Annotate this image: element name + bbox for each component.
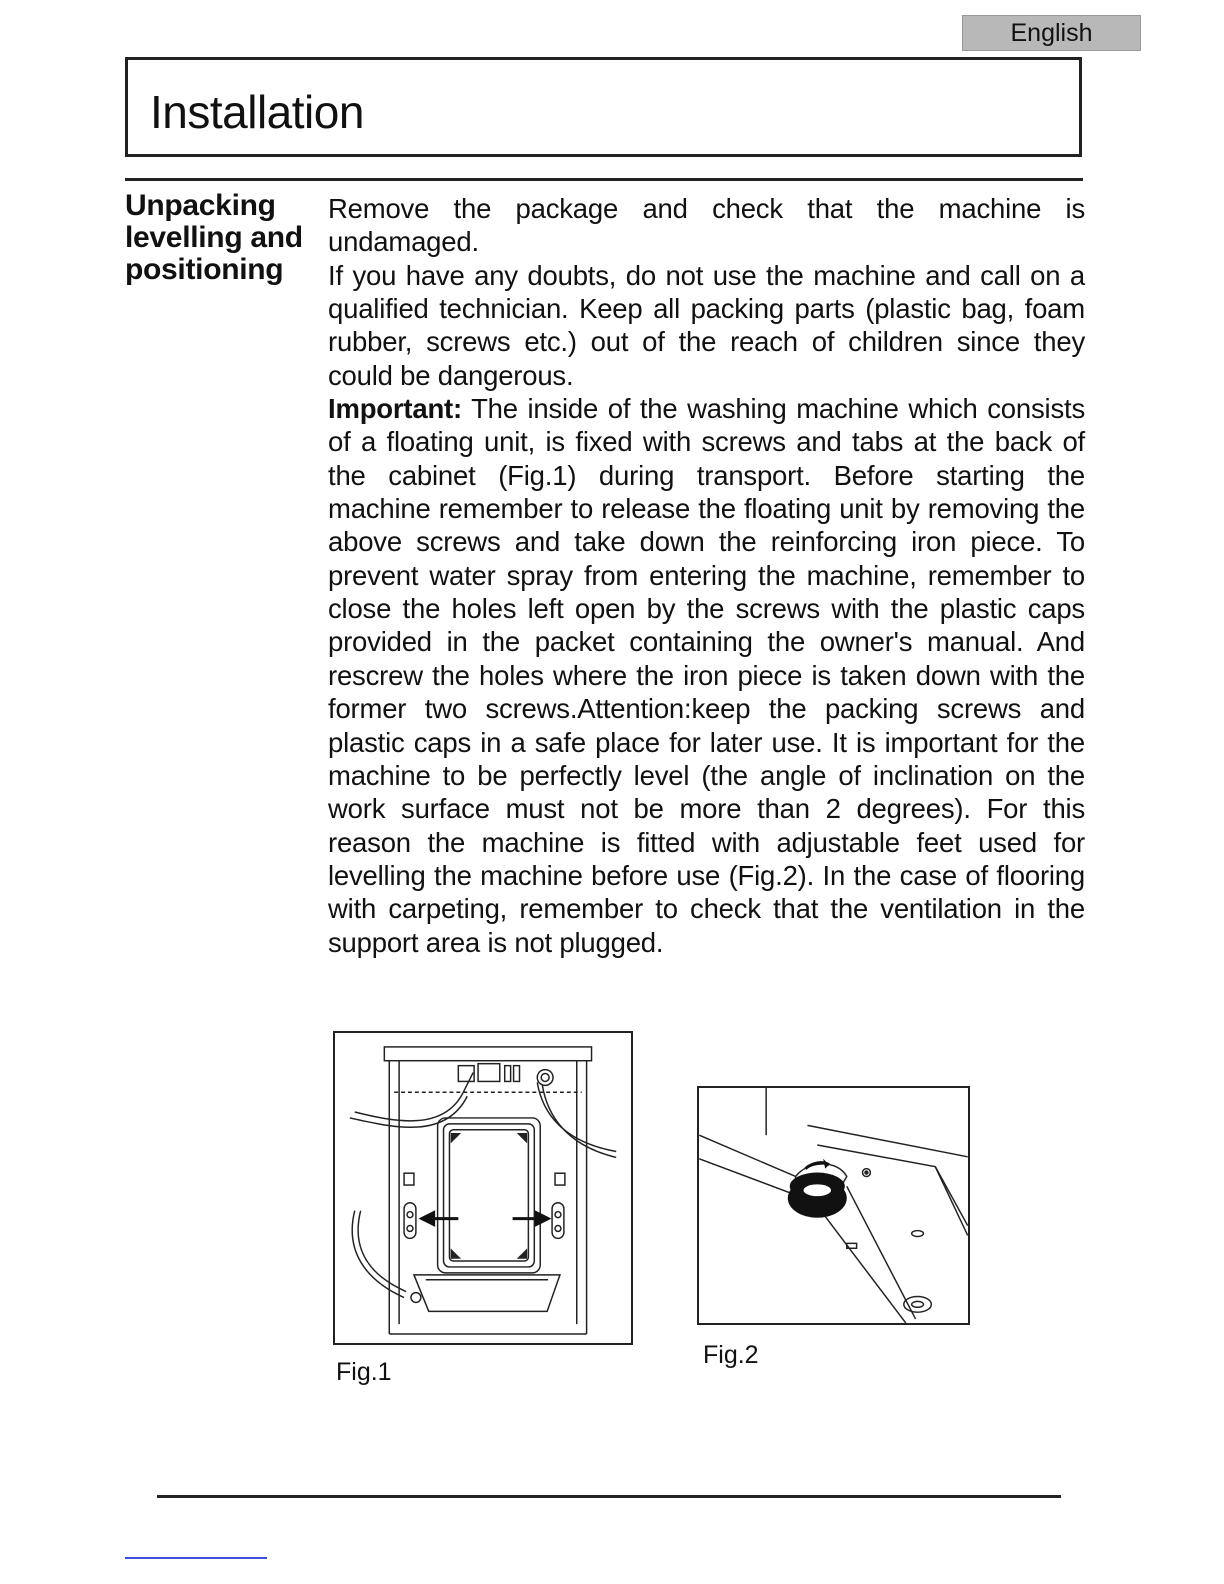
paragraph-important xyxy=(328,392,1085,959)
section-heading-line-2: levelling and xyxy=(125,221,303,254)
adjustable-foot-illustration xyxy=(699,1088,968,1323)
machine-back-illustration xyxy=(335,1033,631,1343)
section-heading-line-3: positioning xyxy=(125,253,284,286)
figure-1-machine-back xyxy=(333,1031,633,1345)
top-divider xyxy=(125,178,1083,181)
paragraph-unpack: Remove the package and check that the machine is undamaged. xyxy=(328,193,1085,258)
bottom-divider xyxy=(157,1495,1061,1498)
section-heading xyxy=(125,190,325,286)
important-label: Important: xyxy=(328,393,462,425)
paragraph-doubts: If you have any doubts, do not use the machine and call on a qualified technician. Keep all packing parts (plastic bag, foam rubber, screws etc.) out of the reach of children since they could be dangerous. xyxy=(328,259,1085,391)
figure-2-caption: Fig.2 xyxy=(703,1341,759,1369)
footer-link-line xyxy=(125,1557,267,1559)
title-box xyxy=(125,57,1082,157)
important-text: The inside of the washing machine which consists of a floating unit, is fixed with screws and tabs at the back of the cabinet (Fig.1) during transport. Before starting the machine remember to release the floating unit by removing the above screws and take down the reinforcing iron piece. To prevent water spray from entering the machine, remember to close the holes left open by the screws with the plastic caps provided in the packet containing the owner's manual. And rescrew the holes where the iron piece is taken down with the former two screws.Attention:keep the packing screws and plastic caps in a safe place for later use. It is important for the machine to be perfectly level (the angle of inclination on the work surface must not be more than 2 degrees). For this reason the machine is fitted with adjustable feet used for levelling the machine before use (Fig.2). In the case of flooring with carpeting, remember to check that the ventilation in the support area is not plugged. xyxy=(328,393,1085,958)
language-badge: English xyxy=(962,15,1141,51)
page-title: Installation xyxy=(150,86,364,138)
section-heading-line-1: Unpacking xyxy=(125,189,276,222)
figure-1-caption: Fig.1 xyxy=(336,1358,392,1386)
figure-2-adjustable-foot xyxy=(697,1086,970,1325)
section-body xyxy=(328,192,1085,959)
